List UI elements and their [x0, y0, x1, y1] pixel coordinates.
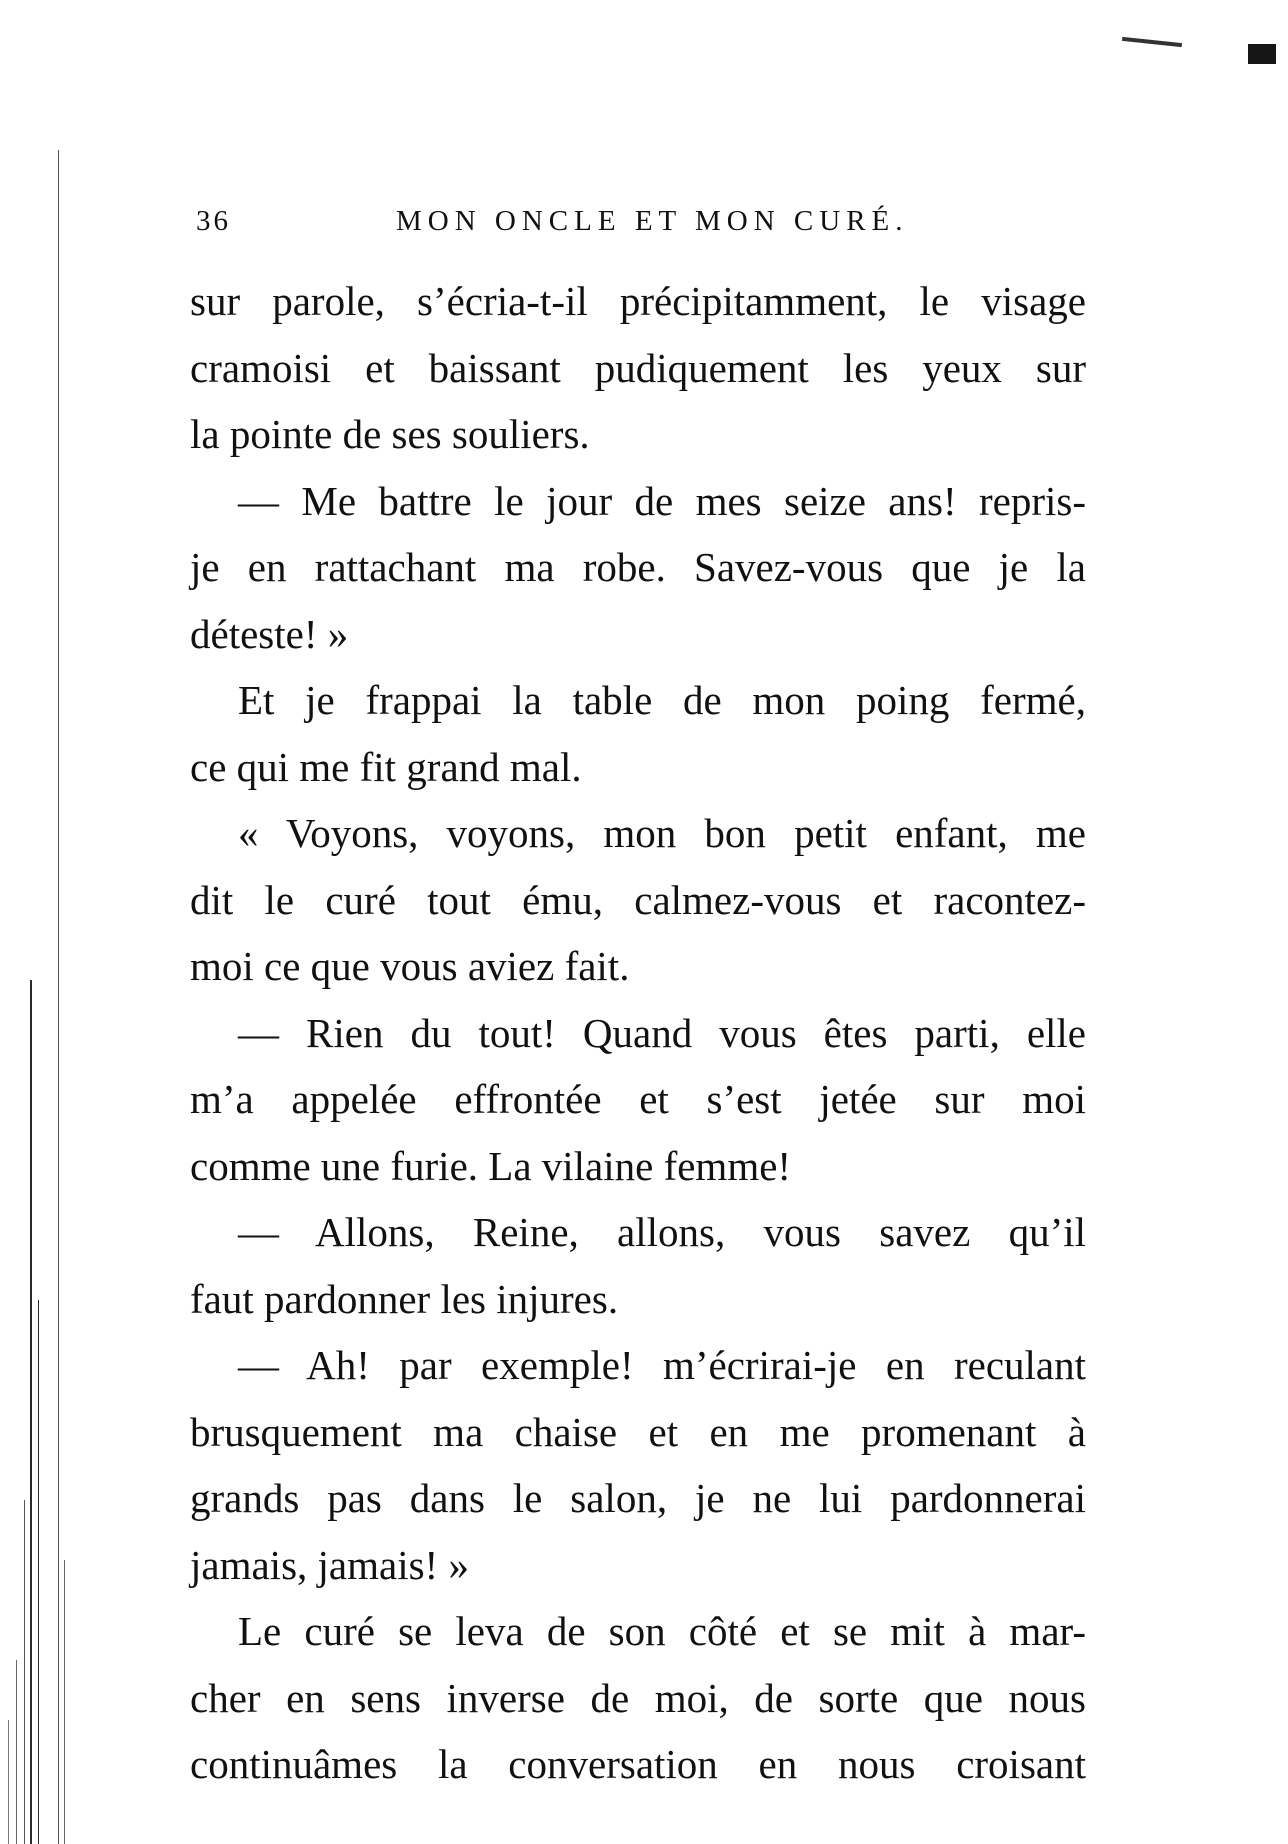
binding-shadow-line	[58, 150, 59, 1844]
text-line: — Rien du tout! Quand vous êtes parti, elle	[238, 1009, 1086, 1056]
page-number: 36	[196, 205, 231, 237]
binding-shadow-line	[24, 1500, 25, 1844]
text-line: — Ah! par exemple! m’écrirai-je en reculant	[238, 1342, 1086, 1388]
text-line: — Allons, Reine, allons, vous savez qu’il	[238, 1209, 1086, 1255]
binding-shadow-line	[8, 1720, 9, 1844]
text-line: moi ce que vous aviez fait.	[190, 943, 630, 989]
binding-shadow-line	[38, 1300, 39, 1844]
text-line: ce qui me fit grand mal.	[190, 743, 582, 790]
text-line: déteste! »	[190, 610, 349, 657]
scan-mark	[1248, 44, 1276, 64]
text-line: la pointe de ses souliers.	[190, 411, 590, 457]
text-line: grands pas dans le salon, je ne lui pardonnerai	[190, 1475, 1086, 1521]
text-line: cher en sens inverse de moi, de sorte que nous	[190, 1674, 1086, 1721]
text-line: sur parole, s’écria-t-il précipitamment, le visage	[190, 278, 1086, 324]
body-text	[190, 268, 1086, 1798]
text-line: Le curé se leva de son côté et se mit à mar-	[238, 1608, 1086, 1654]
binding-shadow-line	[16, 1660, 17, 1844]
text-line: faut pardonner les injures.	[190, 1275, 619, 1322]
text-line: comme une furie. La vilaine femme!	[190, 1142, 792, 1189]
text-line: « Voyons, voyons, mon bon petit enfant, me	[238, 810, 1086, 856]
text-line: cramoisi et baissant pudiquement les yeux sur	[190, 344, 1086, 391]
running-title: MON ONCLE ET MON CURÉ.	[396, 205, 909, 237]
text-line: Et je frappai la table de mon poing fermé,	[238, 677, 1086, 723]
text-line: jamais, jamais! »	[190, 1541, 469, 1588]
binding-shadow-line	[30, 980, 32, 1844]
scan-mark	[1122, 37, 1182, 47]
text-line: continuâmes la conversation en nous croisant	[190, 1741, 1086, 1787]
binding-shadow-line	[64, 1560, 65, 1844]
page-header	[196, 205, 1096, 245]
text-line: m’a appelée effrontée et s’est jetée sur moi	[190, 1076, 1086, 1122]
text-line: je en rattachant ma robe. Savez-vous que je la	[190, 544, 1086, 590]
text-line: brusquement ma chaise et en me promenant à	[190, 1408, 1086, 1455]
text-line: dit le curé tout ému, calmez-vous et racontez-	[190, 876, 1086, 923]
text-line: — Me battre le jour de mes seize ans! repris-	[238, 477, 1086, 524]
